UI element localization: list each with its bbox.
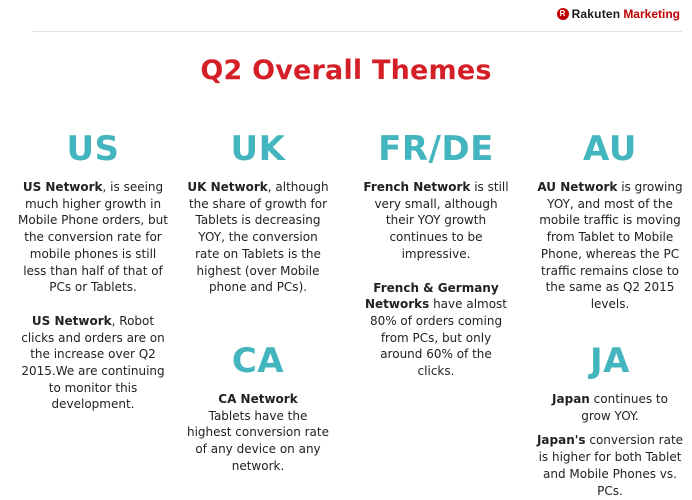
us-p1-text: , is seeing much higher growth in Mobile Phone orders, but the conversion rate for mobile phones is still less than half of that of PCs or Tablets. <box>18 180 168 295</box>
brand-suffix: Marketing <box>623 7 680 21</box>
uk-paragraph-1 <box>185 179 331 296</box>
region-column-ca <box>185 343 331 475</box>
region-heading-frde: FR/DE <box>378 129 494 169</box>
ja-p2-text: conversion rate is higher for both Tablet and Mobile Phones vs. PCs. <box>538 433 684 498</box>
frde-p1-bold: French Network <box>363 180 471 194</box>
region-column-us <box>18 131 168 413</box>
au-paragraph-1 <box>536 179 684 313</box>
slide-title: Q2 Overall Themes <box>200 55 492 86</box>
region-heading-us: US <box>66 129 120 169</box>
uk-p1-bold: UK Network <box>187 180 268 194</box>
us-p2-text: , Robot clicks and orders are on the increase over Q2 2015.We are continuing to monitor this development. <box>21 313 165 412</box>
brand-name: Rakuten <box>571 7 621 21</box>
region-column-uk <box>185 131 331 296</box>
us-p2-bold: US Network <box>31 313 112 328</box>
region-column-frde <box>362 131 510 380</box>
frde-p1-text: is still very small, although their YOY growth continues to be impressive. <box>374 180 509 261</box>
ca-paragraph-1 <box>185 391 331 475</box>
ja-p1-text: continues to grow YOY. <box>581 392 668 423</box>
au-p1-bold: AU Network <box>537 180 618 194</box>
ja-paragraph-2 <box>536 432 684 499</box>
frde-p2-text: have almost 80% of orders coming from PCs, but only around 60% of the clicks. <box>369 297 508 379</box>
region-heading-ja: JA <box>590 341 630 381</box>
frde-paragraph-2 <box>362 280 510 380</box>
ja-p2-bold: Japan's <box>536 433 586 448</box>
region-heading-ca: CA <box>231 341 285 381</box>
frde-paragraph-1 <box>362 179 510 263</box>
uk-p1-text: , although the share of growth for Tablets is decreasing YOY, the conversion rate on Tablets is the highest (over Mobile phone and PCs). <box>188 180 329 295</box>
us-paragraph-2 <box>18 313 168 413</box>
us-paragraph-1 <box>18 179 168 296</box>
region-column-au <box>536 131 684 313</box>
rakuten-marketing-logo <box>557 6 680 22</box>
frde-p2-bold: French & Germany Networks <box>364 280 499 312</box>
region-heading-uk: UK <box>230 129 286 169</box>
rakuten-logo-icon: R <box>557 8 569 20</box>
us-p1-bold: US Network <box>22 180 103 194</box>
ja-paragraph-1 <box>536 391 684 424</box>
region-column-ja <box>536 343 684 499</box>
ca-p1-text: Tablets have the highest conversion rate of any device on any network. <box>186 408 329 473</box>
ja-p1-bold: Japan <box>552 392 590 406</box>
region-heading-au: AU <box>583 129 637 169</box>
au-p1-text: is growing YOY, and most of the mobile traffic is moving from Tablet to Mobile Phone, whereas the PC traffic remains close to the same as Q2 2015 levels. <box>539 180 683 311</box>
ca-p1-bold: CA Network <box>218 392 298 406</box>
header-divider <box>32 31 682 32</box>
